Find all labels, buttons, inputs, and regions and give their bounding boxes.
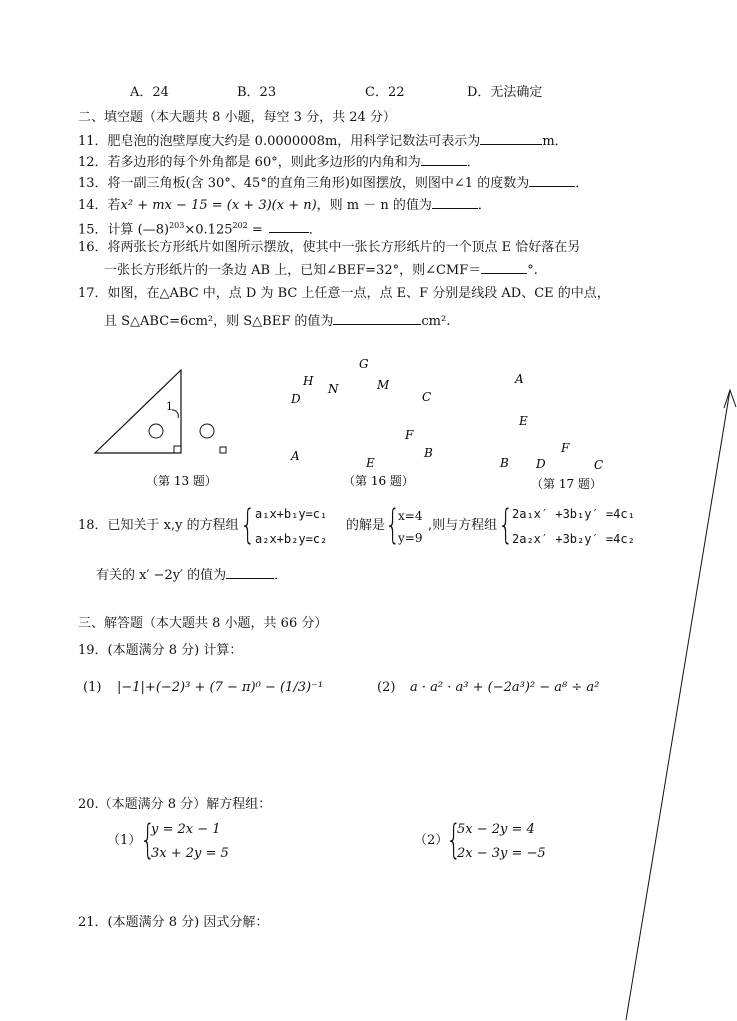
q20-sys2-b: 2x − 3y = −5 [457, 846, 546, 861]
answer-blank[interactable] [333, 313, 421, 325]
q19-part2-label: (2) [377, 680, 396, 695]
point-label: N [328, 382, 339, 396]
stray-arrow-line [600, 380, 737, 1021]
point-label: B [500, 456, 509, 470]
q16-line2a: 一张长方形纸片的一条边 AB 上，已知∠BEF=32°，则∠CMF＝ [104, 263, 482, 278]
option-d: D．无法确定 [467, 85, 543, 100]
q15-end: ． [308, 222, 322, 238]
q20-part1-label: （1） [107, 833, 142, 848]
answer-blank[interactable] [226, 567, 274, 579]
brace: { [140, 817, 156, 863]
section3-title: 三、解答题（本大题共 8 小题，共 66 分） [78, 616, 328, 631]
q18-sys2-b: 2a₂x′ +3b₂y′ =4c₂ [512, 532, 635, 546]
q18-sol-x: x=4 [398, 509, 423, 523]
figure-16 [290, 357, 433, 488]
point-label: F [561, 441, 570, 455]
fig13-caption: （第 13 题） [146, 474, 217, 488]
point-label: D [536, 457, 546, 471]
point-label: F [405, 428, 414, 442]
q13-end: ． [575, 176, 589, 191]
option-b: B．23 [237, 85, 277, 100]
q19-part1-label: (1) [83, 680, 102, 695]
q20-sys1-b: 3x + 2y = 5 [151, 846, 229, 861]
q15-exp1: 203 [169, 221, 185, 230]
q11-text: 11．肥皂泡的泡壁厚度大约是 0.0000008m，用科学记数法可表示为 [78, 134, 481, 149]
q15-exp2: 202 [232, 221, 248, 230]
point-label: G [359, 357, 369, 371]
q18-line2-text: 有关的 x′ −2y′ 的值为 [96, 568, 227, 583]
q15-mid: ×0.125 [184, 222, 233, 238]
q18-sys2-a: 2a₁x′ +3b₁y′ =4c₁ [512, 507, 635, 521]
point-label: C [594, 458, 604, 472]
point-label: M [377, 378, 390, 392]
question-13 [78, 175, 588, 192]
q16-line2b: °. [527, 263, 538, 278]
q18-sol-y: y=9 [398, 531, 423, 545]
option-c: C．22 [365, 85, 405, 100]
answer-blank[interactable] [480, 133, 542, 145]
circle-decor [149, 424, 163, 438]
question-12 [78, 154, 480, 171]
brace: { [240, 502, 256, 548]
q21-title: 21．(本题满分 8 分) 因式分解： [78, 915, 269, 930]
q14-equation: x² + mx − 15 = (x + 3)(x + n) [120, 198, 317, 213]
point-label: A [291, 449, 300, 463]
question-16-line1: 16．将两张长方形纸片如图所示摆放，使其中一张长方形纸片的一个顶点 E 恰好落在另 [78, 240, 581, 255]
point-label: C [422, 390, 432, 404]
point-label: B [424, 446, 433, 460]
q19-part1-expr: |−1|+(−2)³ + (7 − π)⁰ − (1/3)⁻¹ [117, 680, 324, 695]
q18-end: ． [274, 568, 288, 583]
brace: { [446, 817, 462, 863]
question-15 [78, 218, 322, 238]
fig16-caption: （第 16 题） [343, 474, 414, 488]
point-label: E [366, 456, 375, 470]
point-label: D [291, 392, 301, 406]
q20-sys2-a: 5x − 2y = 4 [457, 822, 535, 837]
q17-line2b: cm². [421, 314, 451, 329]
question-16-line2 [104, 262, 538, 279]
q20-title: 20.（本题满分 8 分）解方程组： [78, 797, 272, 812]
option-a: A．24 [130, 85, 169, 100]
q14-mid: ，则 m － n 的值为 [316, 198, 432, 213]
q15-post: = [247, 222, 263, 238]
figure-17 [499, 372, 603, 491]
circle-decor [200, 424, 214, 438]
point-label: A [515, 372, 524, 386]
q19-title: 19．(本题满分 8 分) 计算： [78, 643, 243, 658]
question-17-line2 [104, 313, 450, 330]
question-11 [78, 133, 568, 150]
answer-blank[interactable] [432, 197, 478, 209]
brace: { [385, 502, 401, 548]
q18-sys1-b: a₂x+b₂y=c₂ [255, 532, 328, 546]
figure-13 [95, 370, 226, 488]
question-17-line1: 17．如图，在△ABC 中，点 D 为 BC 上任意一点，点 E、F 分别是线段 AD、CE 的中点， [78, 286, 610, 301]
point-label: H [303, 374, 314, 388]
q11-unit: m． [542, 134, 568, 149]
q19-part2-expr: a · a² · a³ + (−2a³)² − a⁸ ÷ a² [410, 680, 600, 695]
question-14 [78, 197, 491, 214]
square-decor [220, 447, 226, 453]
right-angle-mark [174, 446, 181, 453]
q14-end: ． [477, 198, 491, 213]
answer-blank[interactable] [529, 175, 575, 187]
q17-line2a: 且 S△ABC=6cm²，则 S△BEF 的值为 [104, 314, 334, 329]
q20-sys1-a: y = 2x − 1 [151, 822, 221, 837]
brace: { [498, 502, 514, 548]
answer-blank[interactable] [481, 262, 527, 274]
q18-line2 [96, 567, 287, 584]
q18-pre: 18．已知关于 x,y 的方程组 [78, 518, 239, 533]
q12-end: ． [466, 155, 480, 170]
line [626, 390, 730, 1020]
q18-mid2: ,则与方程组 [428, 518, 498, 533]
q20-part2-label: （2） [414, 833, 449, 848]
point-label: E [519, 414, 528, 428]
q15-pre: 15．计算 (—8) [78, 222, 170, 238]
fig17-caption: （第 17 题） [531, 477, 602, 491]
answer-blank[interactable] [269, 221, 309, 233]
q14-pre: 14．若 [78, 198, 121, 213]
answer-blank[interactable] [421, 154, 467, 166]
q18-mid: 的解是 [346, 518, 386, 533]
angle-label: 1 [166, 400, 173, 413]
section2-title: 二、填空题（本大题共 8 小题，每空 3 分，共 24 分） [78, 110, 396, 125]
q18-sys1-a: a₁x+b₁y=c₁ [255, 507, 328, 521]
q13-text: 13．将一副三角板(含 30°、45°的直角三角形)如图摆放，则图中∠1 的度数为 [78, 176, 530, 191]
q12-text: 12．若多边形的每个外角都是 60°，则此多边形的内角和为 [78, 155, 421, 170]
